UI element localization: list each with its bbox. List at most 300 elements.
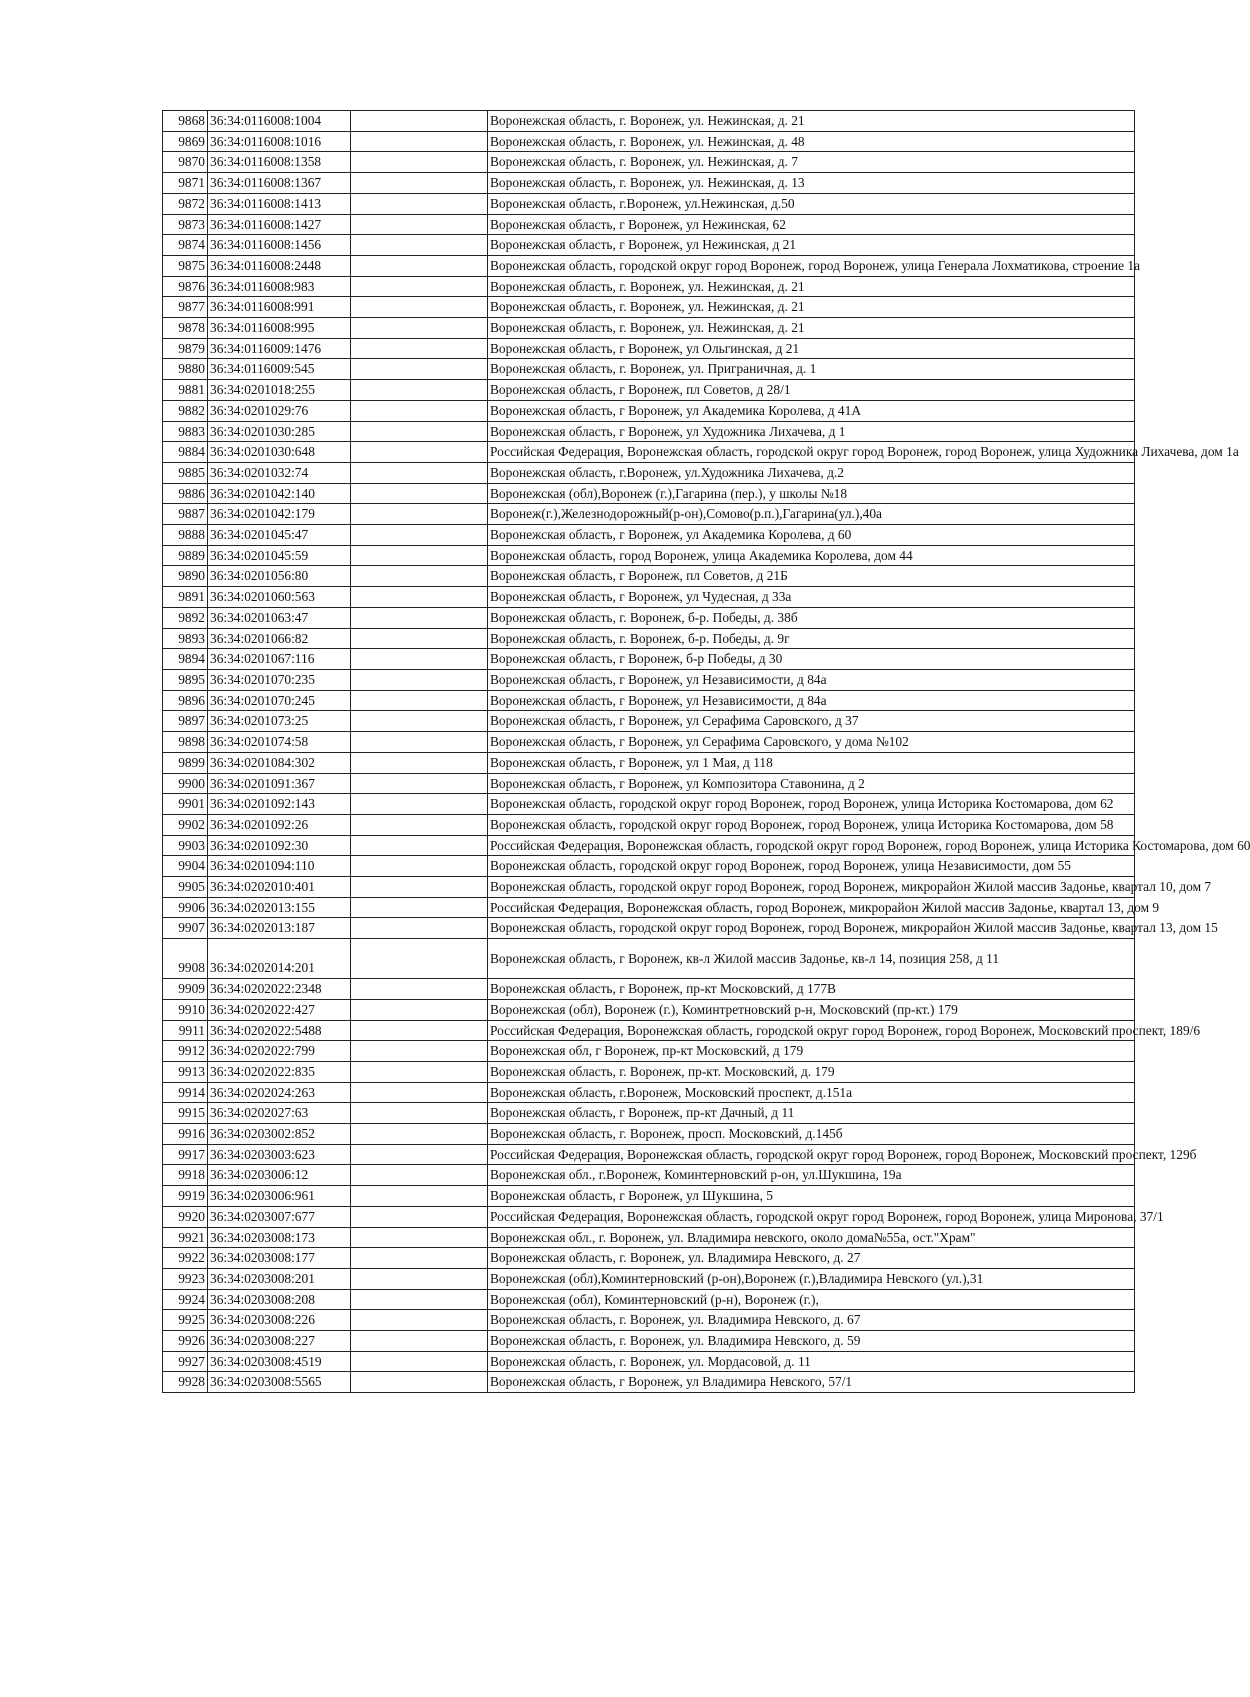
cadastral-number: 36:34:0201092:30 <box>208 835 351 856</box>
table-row <box>163 462 1135 483</box>
cadastral-number: 36:34:0201070:245 <box>208 690 351 711</box>
empty-cell <box>351 752 488 773</box>
cadastral-number: 36:34:0116009:1476 <box>208 338 351 359</box>
cadastral-number: 36:34:0201029:76 <box>208 400 351 421</box>
row-number: 9908 <box>163 939 208 979</box>
address: Воронежская область, г Воронеж, пл Советов, д 28/1 <box>488 380 1135 401</box>
cadastral-number: 36:34:0203007:677 <box>208 1206 351 1227</box>
empty-cell <box>351 297 488 318</box>
table-row <box>163 1351 1135 1372</box>
address: Воронежская область, г. Воронеж, ул. Нежинская, д. 21 <box>488 276 1135 297</box>
empty-cell <box>351 732 488 753</box>
address: Воронежская область, город Воронеж, улица Академика Королева, дом 44 <box>488 545 1135 566</box>
address: Воронежская область, городской округ город Воронеж, город Воронеж, улица Историка Костомарова, дом 58 <box>488 814 1135 835</box>
table-row <box>163 504 1135 525</box>
empty-cell <box>351 504 488 525</box>
row-number: 9883 <box>163 421 208 442</box>
row-number: 9906 <box>163 897 208 918</box>
empty-cell <box>351 442 488 463</box>
row-number: 9904 <box>163 856 208 877</box>
empty-cell <box>351 1061 488 1082</box>
empty-cell <box>351 173 488 194</box>
empty-cell <box>351 462 488 483</box>
cadastral-number: 36:34:0203008:173 <box>208 1227 351 1248</box>
address: Воронежская область, городской округ город Воронеж, город Воронеж, микрорайон Жилой массив Задонье, квартал 13, дом 15 <box>488 918 1135 939</box>
row-number: 9880 <box>163 359 208 380</box>
empty-cell <box>351 856 488 877</box>
empty-cell <box>351 1310 488 1331</box>
address: Воронежская область, городской округ город Воронеж, город Воронеж, улица Историка Костомарова, дом 62 <box>488 794 1135 815</box>
empty-cell <box>351 235 488 256</box>
address: Воронежская область, г. Воронеж, ул. Приграничная, д. 1 <box>488 359 1135 380</box>
row-number: 9924 <box>163 1289 208 1310</box>
cadastral-number: 36:34:0201060:563 <box>208 587 351 608</box>
cadastral-number: 36:34:0201056:80 <box>208 566 351 587</box>
table-row <box>163 318 1135 339</box>
cadastral-number: 36:34:0203008:5565 <box>208 1372 351 1393</box>
row-number: 9884 <box>163 442 208 463</box>
address: Воронежская область, г. Воронеж, пр-кт. Московский, д. 179 <box>488 1061 1135 1082</box>
table-row <box>163 1103 1135 1124</box>
address: Воронежская область, г Воронеж, ул Чудесная, д 33а <box>488 587 1135 608</box>
cadastral-number: 36:34:0203006:12 <box>208 1165 351 1186</box>
empty-cell <box>351 152 488 173</box>
address: Воронежская область, г. Воронеж, б-р. Победы, д. 38б <box>488 607 1135 628</box>
table-row <box>163 421 1135 442</box>
cadastral-number: 36:34:0116008:2448 <box>208 255 351 276</box>
cadastral-number: 36:34:0203008:4519 <box>208 1351 351 1372</box>
address: Воронежская область, г Воронеж, ул Нежинская, д 21 <box>488 235 1135 256</box>
row-number: 9927 <box>163 1351 208 1372</box>
row-number: 9901 <box>163 794 208 815</box>
table-row <box>163 939 1135 979</box>
table-row <box>163 131 1135 152</box>
table-row <box>163 1206 1135 1227</box>
address: Воронежская область, г Воронеж, ул Художника Лихачева, д 1 <box>488 421 1135 442</box>
row-number: 9872 <box>163 193 208 214</box>
table-row <box>163 359 1135 380</box>
table-row <box>163 255 1135 276</box>
table-row <box>163 1310 1135 1331</box>
cadastral-number: 36:34:0201030:285 <box>208 421 351 442</box>
address: Воронежская область, г.Воронеж, Московский проспект, д.151а <box>488 1082 1135 1103</box>
table-row <box>163 235 1135 256</box>
empty-cell <box>351 276 488 297</box>
table-row <box>163 649 1135 670</box>
row-number: 9913 <box>163 1061 208 1082</box>
empty-cell <box>351 545 488 566</box>
row-number: 9870 <box>163 152 208 173</box>
address: Воронежская область, г.Воронеж, ул.Художника Лихачева, д.2 <box>488 462 1135 483</box>
address: Воронежская (обл), Коминтерновский (р-н), Воронеж (г.), <box>488 1289 1135 1310</box>
address: Воронежская область, г. Воронеж, ул. Владимира Невского, д. 27 <box>488 1248 1135 1269</box>
row-number: 9890 <box>163 566 208 587</box>
table-row <box>163 525 1135 546</box>
cadastral-number: 36:34:0201045:59 <box>208 545 351 566</box>
table-row <box>163 1289 1135 1310</box>
empty-cell <box>351 483 488 504</box>
table-row <box>163 587 1135 608</box>
table-row <box>163 214 1135 235</box>
empty-cell <box>351 1351 488 1372</box>
table-row <box>163 1020 1135 1041</box>
cadastral-number: 36:34:0116008:1456 <box>208 235 351 256</box>
row-number: 9918 <box>163 1165 208 1186</box>
cadastral-number: 36:34:0201094:110 <box>208 856 351 877</box>
empty-cell <box>351 690 488 711</box>
row-number: 9868 <box>163 111 208 132</box>
table-row <box>163 877 1135 898</box>
empty-cell <box>351 1268 488 1289</box>
address: Воронежская область, г. Воронеж, просп. Московский, д.145б <box>488 1124 1135 1145</box>
table-row <box>163 752 1135 773</box>
row-number: 9882 <box>163 400 208 421</box>
address: Воронежская область, г Воронеж, ул Серафима Саровского, д 37 <box>488 711 1135 732</box>
table-row <box>163 483 1135 504</box>
row-number: 9919 <box>163 1186 208 1207</box>
cadastral-number: 36:34:0116008:1016 <box>208 131 351 152</box>
row-number: 9886 <box>163 483 208 504</box>
row-number: 9878 <box>163 318 208 339</box>
row-number: 9900 <box>163 773 208 794</box>
table-row <box>163 442 1135 463</box>
empty-cell <box>351 1020 488 1041</box>
cadastral-number: 36:34:0201045:47 <box>208 525 351 546</box>
cadastral-number: 36:34:0203002:852 <box>208 1124 351 1145</box>
address: Воронежская область, г. Воронеж, ул. Нежинская, д. 21 <box>488 318 1135 339</box>
empty-cell <box>351 338 488 359</box>
row-number: 9928 <box>163 1372 208 1393</box>
address: Воронежская область, г. Воронеж, ул. Нежинская, д. 13 <box>488 173 1135 194</box>
cadastral-number: 36:34:0201070:235 <box>208 669 351 690</box>
cadastral-number: 36:34:0202022:2348 <box>208 979 351 1000</box>
cadastral-number: 36:34:0202022:427 <box>208 999 351 1020</box>
empty-cell <box>351 1289 488 1310</box>
table-row <box>163 173 1135 194</box>
row-number: 9915 <box>163 1103 208 1124</box>
table-row <box>163 1331 1135 1352</box>
address: Воронежская область, г Воронеж, ул Серафима Саровского, у дома №102 <box>488 732 1135 753</box>
row-number: 9909 <box>163 979 208 1000</box>
cadastral-number: 36:34:0202013:155 <box>208 897 351 918</box>
table-row <box>163 1144 1135 1165</box>
empty-cell <box>351 1227 488 1248</box>
row-number: 9889 <box>163 545 208 566</box>
row-number: 9881 <box>163 380 208 401</box>
empty-cell <box>351 359 488 380</box>
empty-cell <box>351 979 488 1000</box>
address: Воронежская область, г Воронеж, пр-кт Дачный, д 11 <box>488 1103 1135 1124</box>
row-number: 9895 <box>163 669 208 690</box>
table-row <box>163 380 1135 401</box>
empty-cell <box>351 1124 488 1145</box>
address: Воронежская область, г Воронеж, ул Композитора Ставонина, д 2 <box>488 773 1135 794</box>
table-row <box>163 276 1135 297</box>
registry-table-body <box>163 111 1250 1393</box>
empty-cell <box>351 1186 488 1207</box>
address: Воронежская область, г Воронеж, ул Владимира Невского, 57/1 <box>488 1372 1135 1393</box>
cadastral-number: 36:34:0201091:367 <box>208 773 351 794</box>
address: Воронежская область, городской округ город Воронеж, город Воронеж, улица Генерала Лохматикова, строение 1а <box>488 255 1135 276</box>
empty-cell <box>351 669 488 690</box>
empty-cell <box>351 421 488 442</box>
empty-cell <box>351 400 488 421</box>
cadastral-number: 36:34:0201030:648 <box>208 442 351 463</box>
cadastral-number: 36:34:0203008:227 <box>208 1331 351 1352</box>
cadastral-number: 36:34:0116008:1427 <box>208 214 351 235</box>
cadastral-number: 36:34:0203008:226 <box>208 1310 351 1331</box>
empty-cell <box>351 1206 488 1227</box>
address: Воронежская область, г. Воронеж, ул. Владимира Невского, д. 59 <box>488 1331 1135 1352</box>
row-number: 9891 <box>163 587 208 608</box>
row-number: 9926 <box>163 1331 208 1352</box>
row-number: 9911 <box>163 1020 208 1041</box>
table-row <box>163 669 1135 690</box>
address: Воронежская область, г Воронеж, пл Советов, д 21Б <box>488 566 1135 587</box>
address: Воронежская область, г. Воронеж, ул. Владимира Невского, д. 67 <box>488 1310 1135 1331</box>
empty-cell <box>351 711 488 732</box>
table-row <box>163 835 1135 856</box>
cadastral-number: 36:34:0202014:201 <box>208 939 351 979</box>
row-number: 9877 <box>163 297 208 318</box>
empty-cell <box>351 214 488 235</box>
empty-cell <box>351 814 488 835</box>
table-row <box>163 979 1135 1000</box>
row-number: 9910 <box>163 999 208 1020</box>
cadastral-number: 36:34:0201042:140 <box>208 483 351 504</box>
cadastral-number: 36:34:0116008:1358 <box>208 152 351 173</box>
empty-cell <box>351 566 488 587</box>
cadastral-number: 36:34:0116008:1004 <box>208 111 351 132</box>
empty-cell <box>351 1041 488 1062</box>
row-number: 9894 <box>163 649 208 670</box>
address: Российская Федерация, Воронежская область, городской округ город Воронеж, город Воронеж, улица Художника Лихачева, дом 1а <box>488 442 1135 463</box>
empty-cell <box>351 111 488 132</box>
empty-cell <box>351 587 488 608</box>
empty-cell <box>351 131 488 152</box>
address: Воронежская область, городской округ город Воронеж, город Воронеж, улица Независимости, дом 55 <box>488 856 1135 877</box>
address: Российская Федерация, Воронежская область, город Воронеж, микрорайон Жилой массив Задонье, квартал 13, дом 9 <box>488 897 1135 918</box>
row-number: 9874 <box>163 235 208 256</box>
row-number: 9920 <box>163 1206 208 1227</box>
table-row <box>163 111 1135 132</box>
address: Российская Федерация, Воронежская область, городской округ город Воронеж, город Воронеж, Московский проспект, 129б <box>488 1144 1135 1165</box>
empty-cell <box>351 1103 488 1124</box>
cadastral-number: 36:34:0201063:47 <box>208 607 351 628</box>
cadastral-number: 36:34:0203008:201 <box>208 1268 351 1289</box>
empty-cell <box>351 649 488 670</box>
row-number: 9922 <box>163 1248 208 1269</box>
row-number: 9879 <box>163 338 208 359</box>
row-number: 9893 <box>163 628 208 649</box>
row-number: 9912 <box>163 1041 208 1062</box>
address: Воронежская обл., г.Воронеж, Коминтерновский р-он, ул.Шукшина, 19а <box>488 1165 1135 1186</box>
cadastral-number: 36:34:0116008:1413 <box>208 193 351 214</box>
address: Воронежская область, г Воронеж, б-р Победы, д 30 <box>488 649 1135 670</box>
address: Воронежская область, г Воронеж, ул Академика Королева, д 41А <box>488 400 1135 421</box>
empty-cell <box>351 1144 488 1165</box>
address: Воронежская область, г. Воронеж, ул. Нежинская, д. 21 <box>488 111 1135 132</box>
empty-cell <box>351 918 488 939</box>
row-number: 9925 <box>163 1310 208 1331</box>
cadastral-number: 36:34:0202027:63 <box>208 1103 351 1124</box>
row-number: 9875 <box>163 255 208 276</box>
table-row <box>163 1268 1135 1289</box>
table-row <box>163 1372 1135 1393</box>
cadastral-number: 36:34:0202022:799 <box>208 1041 351 1062</box>
row-number: 9907 <box>163 918 208 939</box>
address: Воронежская обл, г Воронеж, пр-кт Московский, д 179 <box>488 1041 1135 1062</box>
table-row <box>163 297 1135 318</box>
table-row <box>163 1041 1135 1062</box>
empty-cell <box>351 1372 488 1393</box>
address: Воронежская (обл), Воронеж (г.), Коминтретновский р-н, Московский (пр-кт.) 179 <box>488 999 1135 1020</box>
table-row <box>163 711 1135 732</box>
cadastral-number: 36:34:0203006:961 <box>208 1186 351 1207</box>
address: Воронежская область, г Воронеж, ул 1 Мая, д 118 <box>488 752 1135 773</box>
empty-cell <box>351 794 488 815</box>
address: Воронежская (обл),Коминтерновский (р-он),Воронеж (г.),Владимира Невского (ул.),31 <box>488 1268 1135 1289</box>
empty-cell <box>351 255 488 276</box>
row-number: 9873 <box>163 214 208 235</box>
row-number: 9897 <box>163 711 208 732</box>
cadastral-number: 36:34:0203008:177 <box>208 1248 351 1269</box>
table-row <box>163 400 1135 421</box>
empty-cell <box>351 380 488 401</box>
row-number: 9892 <box>163 607 208 628</box>
cadastral-number: 36:34:0202022:835 <box>208 1061 351 1082</box>
empty-cell <box>351 999 488 1020</box>
table-row <box>163 690 1135 711</box>
table-row <box>163 545 1135 566</box>
empty-cell <box>351 1165 488 1186</box>
cadastral-number: 36:34:0201073:25 <box>208 711 351 732</box>
address: Воронежская (обл),Воронеж (г.),Гагарина (пер.), у школы №18 <box>488 483 1135 504</box>
registry-table <box>162 110 1250 1393</box>
address: Воронежская область, г Воронеж, ул Нежинская, 62 <box>488 214 1135 235</box>
empty-cell <box>351 773 488 794</box>
address: Воронежская область, г Воронеж, кв-л Жилой массив Задонье, кв-л 14, позиция 258, д 11 <box>488 939 1135 979</box>
cadastral-number: 36:34:0201042:179 <box>208 504 351 525</box>
table-row <box>163 607 1135 628</box>
cadastral-number: 36:34:0201066:82 <box>208 628 351 649</box>
cadastral-number: 36:34:0201018:255 <box>208 380 351 401</box>
table-row <box>163 1248 1135 1269</box>
address: Воронежская область, г Воронеж, ул Ольгинская, д 21 <box>488 338 1135 359</box>
table-row <box>163 338 1135 359</box>
table-row <box>163 814 1135 835</box>
table-row <box>163 1227 1135 1248</box>
address: Воронежская обл., г. Воронеж, ул. Владимира невского, около дома№55а, ост."Храм" <box>488 1227 1135 1248</box>
empty-cell <box>351 607 488 628</box>
address: Воронежская область, г. Воронеж, ул. Нежинская, д. 7 <box>488 152 1135 173</box>
address: Воронежская область, г. Воронеж, б-р. Победы, д. 9г <box>488 628 1135 649</box>
cadastral-number: 36:34:0202010:401 <box>208 877 351 898</box>
row-number: 9899 <box>163 752 208 773</box>
document-page <box>162 110 1250 1393</box>
empty-cell <box>351 877 488 898</box>
empty-cell <box>351 835 488 856</box>
cadastral-number: 36:34:0203003:623 <box>208 1144 351 1165</box>
cadastral-number: 36:34:0202024:263 <box>208 1082 351 1103</box>
address: Воронежская область, г Воронеж, пр-кт Московский, д 177В <box>488 979 1135 1000</box>
cadastral-number: 36:34:0116008:1367 <box>208 173 351 194</box>
address: Российская Федерация, Воронежская область, городской округ город Воронеж, город Воронеж, улица Историка Костомарова, дом 60 <box>488 835 1135 856</box>
address: Воронежская область, г Воронеж, ул Независимости, д 84а <box>488 669 1135 690</box>
empty-cell <box>351 525 488 546</box>
table-row <box>163 856 1135 877</box>
row-number: 9887 <box>163 504 208 525</box>
row-number: 9921 <box>163 1227 208 1248</box>
row-number: 9914 <box>163 1082 208 1103</box>
address: Воронежская область, г. Воронеж, ул. Мордасовой, д. 11 <box>488 1351 1135 1372</box>
empty-cell <box>351 1248 488 1269</box>
address: Воронежская область, г Воронеж, ул Независимости, д 84а <box>488 690 1135 711</box>
empty-cell <box>351 318 488 339</box>
table-row <box>163 999 1135 1020</box>
cadastral-number: 36:34:0203008:208 <box>208 1289 351 1310</box>
cadastral-number: 36:34:0116008:983 <box>208 276 351 297</box>
row-number: 9905 <box>163 877 208 898</box>
address: Российская Федерация, Воронежская область, городской округ город Воронеж, город Воронеж, улица Миронова, 37/1 <box>488 1206 1135 1227</box>
empty-cell <box>351 1331 488 1352</box>
address: Воронежская область, г. Воронеж, ул. Нежинская, д. 21 <box>488 297 1135 318</box>
address: Воронежская область, городской округ город Воронеж, город Воронеж, микрорайон Жилой массив Задонье, квартал 10, дом 7 <box>488 877 1135 898</box>
cadastral-number: 36:34:0201092:143 <box>208 794 351 815</box>
table-row <box>163 152 1135 173</box>
table-row <box>163 794 1135 815</box>
row-number: 9916 <box>163 1124 208 1145</box>
row-number: 9923 <box>163 1268 208 1289</box>
row-number: 9898 <box>163 732 208 753</box>
cadastral-number: 36:34:0116009:545 <box>208 359 351 380</box>
row-number: 9876 <box>163 276 208 297</box>
cadastral-number: 36:34:0201084:302 <box>208 752 351 773</box>
table-row <box>163 1061 1135 1082</box>
row-number: 9888 <box>163 525 208 546</box>
address: Воронежская область, г Воронеж, ул Шукшина, 5 <box>488 1186 1135 1207</box>
row-number: 9903 <box>163 835 208 856</box>
empty-cell <box>351 939 488 979</box>
table-row <box>163 773 1135 794</box>
row-number: 9917 <box>163 1144 208 1165</box>
row-number: 9871 <box>163 173 208 194</box>
cadastral-number: 36:34:0202013:187 <box>208 918 351 939</box>
address: Российская Федерация, Воронежская область, городской округ город Воронеж, город Воронеж, Московский проспект, 189/6 <box>488 1020 1135 1041</box>
row-number: 9869 <box>163 131 208 152</box>
table-row <box>163 732 1135 753</box>
row-number: 9896 <box>163 690 208 711</box>
table-row <box>163 1165 1135 1186</box>
table-row <box>163 918 1135 939</box>
cadastral-number: 36:34:0201074:58 <box>208 732 351 753</box>
table-row <box>163 1186 1135 1207</box>
table-row <box>163 193 1135 214</box>
address: Воронежская область, г.Воронеж, ул.Нежинская, д.50 <box>488 193 1135 214</box>
cadastral-number: 36:34:0201032:74 <box>208 462 351 483</box>
cadastral-number: 36:34:0202022:5488 <box>208 1020 351 1041</box>
empty-cell <box>351 628 488 649</box>
row-number: 9885 <box>163 462 208 483</box>
empty-cell <box>351 193 488 214</box>
address: Воронежская область, г. Воронеж, ул. Нежинская, д. 48 <box>488 131 1135 152</box>
address: Воронеж(г.),Железнодорожный(р-он),Сомово(р.п.),Гагарина(ул.),40а <box>488 504 1135 525</box>
cadastral-number: 36:34:0201092:26 <box>208 814 351 835</box>
row-number: 9902 <box>163 814 208 835</box>
address: Воронежская область, г Воронеж, ул Академика Королева, д 60 <box>488 525 1135 546</box>
cadastral-number: 36:34:0116008:995 <box>208 318 351 339</box>
cadastral-number: 36:34:0201067:116 <box>208 649 351 670</box>
